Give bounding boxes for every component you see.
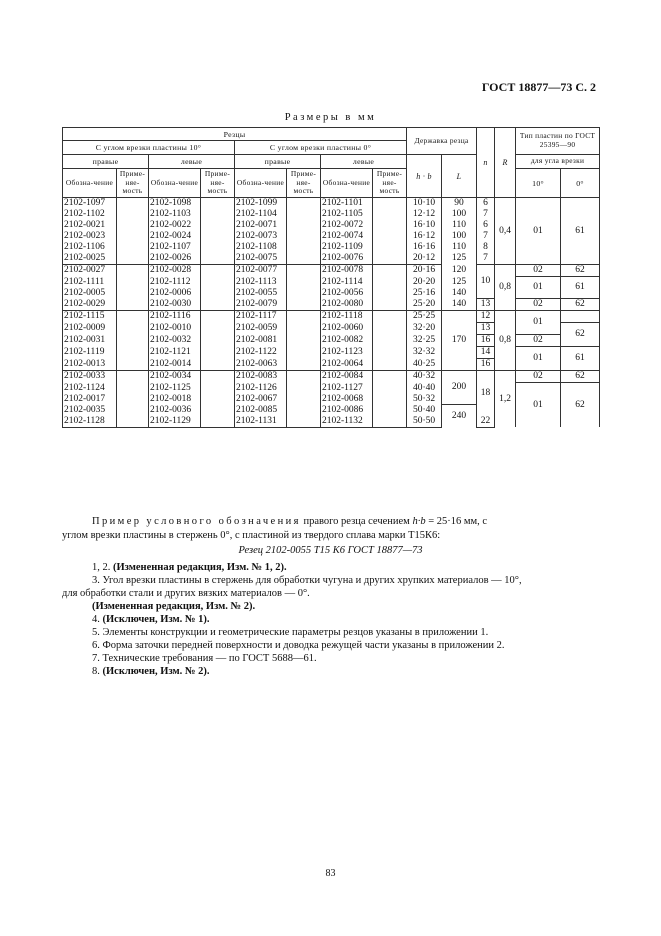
length-cell: 120 bbox=[442, 265, 477, 277]
section-hb-cell: 16·12 bbox=[407, 231, 442, 242]
header-r: R bbox=[495, 128, 516, 198]
usage-cell bbox=[117, 242, 149, 253]
designation-right-0-cell: 2102-0067 bbox=[235, 394, 287, 405]
designation-left-10-cell: 2102-1121 bbox=[149, 347, 201, 359]
plate-10-cell: 01 bbox=[516, 311, 561, 335]
designation-right-10-cell: 2102-1124 bbox=[63, 383, 117, 394]
usage-cell bbox=[373, 394, 407, 405]
usage-cell bbox=[373, 371, 407, 383]
page-number: 83 bbox=[325, 868, 336, 879]
length-cell: 170 bbox=[442, 311, 477, 371]
designation-right-0-cell: 2102-0073 bbox=[235, 231, 287, 242]
example-lead: Пример условного обозначения bbox=[92, 516, 301, 527]
header-usage: Приме-няе-мость bbox=[117, 169, 149, 198]
usage-cell bbox=[117, 277, 149, 288]
plate-10-cell: 02 bbox=[516, 371, 561, 383]
table-row bbox=[63, 371, 600, 383]
usage-cell bbox=[201, 323, 235, 335]
n-cell: 12 bbox=[477, 311, 495, 323]
designation-left-10-cell: 2102-0030 bbox=[149, 299, 201, 311]
header-usage: Приме-няе-мость bbox=[287, 169, 321, 198]
n-cell: 7 bbox=[477, 209, 495, 220]
usage-cell bbox=[117, 416, 149, 428]
usage-cell bbox=[373, 359, 407, 371]
usage-cell bbox=[287, 359, 321, 371]
usage-cell bbox=[201, 277, 235, 288]
designation-right-0-cell: 2102-1131 bbox=[235, 416, 287, 428]
example-line-2: углом врезки пластины в стержень 0°, с пластиной из твердого сплава марки Т15К6: bbox=[62, 530, 441, 541]
length-cell: 140 bbox=[442, 288, 477, 299]
length-cell: 140 bbox=[442, 299, 477, 311]
usage-cell bbox=[373, 220, 407, 231]
designation-left-10-cell: 2102-1129 bbox=[149, 416, 201, 428]
note-7: 7. Технические требования — по ГОСТ 5688—61. bbox=[92, 653, 317, 664]
usage-cell bbox=[287, 253, 321, 265]
usage-cell bbox=[287, 288, 321, 299]
note-4 bbox=[92, 613, 209, 626]
plate-10-cell: 02 bbox=[516, 335, 561, 347]
designation-right-0-cell: 2102-0081 bbox=[235, 335, 287, 347]
length-cell: 100 bbox=[442, 209, 477, 220]
designation-right-0-cell: 2102-1104 bbox=[235, 209, 287, 220]
example-lead-rest: правого резца сечением bbox=[303, 516, 410, 527]
designation-left-0-cell: 2102-0056 bbox=[321, 288, 373, 299]
plate-10-cell: 01 bbox=[516, 198, 561, 265]
length-cell: 125 bbox=[442, 253, 477, 265]
page-header: ГОСТ 18877—73 С. 2 bbox=[481, 80, 596, 94]
designation-right-10-cell: 2102-1102 bbox=[63, 209, 117, 220]
r-cell: 0,4 bbox=[495, 198, 516, 265]
section-hb-cell: 20·20 bbox=[407, 277, 442, 288]
usage-cell bbox=[117, 371, 149, 383]
n-cell: 6 bbox=[477, 198, 495, 210]
designation-right-0-cell: 2102-1117 bbox=[235, 311, 287, 323]
usage-cell bbox=[117, 299, 149, 311]
header-holder: Державка резца bbox=[407, 128, 477, 155]
designation-left-10-cell: 2102-0036 bbox=[149, 405, 201, 416]
plate-0-cell: 62 bbox=[561, 265, 600, 277]
usage-cell bbox=[287, 335, 321, 347]
designation-left-10-cell: 2102-1116 bbox=[149, 311, 201, 323]
usage-cell bbox=[117, 253, 149, 265]
designation-left-10-cell: 2102-0014 bbox=[149, 359, 201, 371]
n-cell: 18 bbox=[477, 371, 495, 416]
usage-cell bbox=[201, 198, 235, 210]
table-row bbox=[63, 335, 600, 347]
usage-cell bbox=[373, 231, 407, 242]
section-hb-cell: 40·25 bbox=[407, 359, 442, 371]
usage-cell bbox=[117, 405, 149, 416]
designation-left-10-cell: 2102-0010 bbox=[149, 323, 201, 335]
table-body bbox=[63, 198, 600, 428]
header-hb: h · b bbox=[407, 155, 442, 198]
plate-0-cell: 62 bbox=[561, 371, 600, 383]
note-3-edition bbox=[92, 600, 255, 613]
note-1-2-edition: (Измененная редакция, Изм. № 1, 2). bbox=[113, 562, 287, 573]
note-4-number: 4. bbox=[92, 614, 100, 625]
designation-right-10-cell: 2102-0023 bbox=[63, 231, 117, 242]
designation-left-0-cell: 2102-0060 bbox=[321, 323, 373, 335]
usage-cell bbox=[117, 220, 149, 231]
header-0-deg: 0° bbox=[561, 169, 600, 198]
n-cell: 10 bbox=[477, 265, 495, 299]
note-8-number: 8. bbox=[92, 666, 100, 677]
table-caption: Размеры в мм bbox=[284, 112, 377, 123]
usage-cell bbox=[117, 311, 149, 323]
section-hb-cell: 25·25 bbox=[407, 311, 442, 323]
designation-left-0-cell: 2102-1101 bbox=[321, 198, 373, 210]
usage-cell bbox=[287, 220, 321, 231]
designation-left-0-cell: 2102-0076 bbox=[321, 253, 373, 265]
usage-cell bbox=[287, 394, 321, 405]
note-6: 6. Форма заточки передней поверхности и доводка режущей части указаны в приложении 2. bbox=[92, 640, 505, 651]
section-hb-cell: 12·12 bbox=[407, 209, 442, 220]
usage-cell bbox=[287, 277, 321, 288]
designation-left-0-cell: 2102-1123 bbox=[321, 347, 373, 359]
designation-left-10-cell: 2102-0006 bbox=[149, 288, 201, 299]
usage-cell bbox=[287, 198, 321, 210]
designation-left-0-cell: 2102-0084 bbox=[321, 371, 373, 383]
designation-left-10-cell: 2102-1107 bbox=[149, 242, 201, 253]
designation-left-10-cell: 2102-0032 bbox=[149, 335, 201, 347]
example-hb: h·b bbox=[412, 516, 426, 527]
designation-left-0-cell: 2102-0072 bbox=[321, 220, 373, 231]
usage-cell bbox=[201, 209, 235, 220]
designation-left-10-cell: 2102-0026 bbox=[149, 253, 201, 265]
usage-cell bbox=[287, 299, 321, 311]
designation-left-0-cell: 2102-0082 bbox=[321, 335, 373, 347]
n-cell: 16 bbox=[477, 335, 495, 347]
length-cell: 90 bbox=[442, 198, 477, 210]
usage-cell bbox=[287, 265, 321, 277]
designation-left-0-cell: 2102-0080 bbox=[321, 299, 373, 311]
designation-right-10-cell: 2102-0035 bbox=[63, 405, 117, 416]
designation-right-0-cell: 2102-0055 bbox=[235, 288, 287, 299]
usage-cell bbox=[117, 383, 149, 394]
designation-right-0-cell: 2102-0077 bbox=[235, 265, 287, 277]
section-hb-cell: 25·16 bbox=[407, 288, 442, 299]
length-cell: 110 bbox=[442, 242, 477, 253]
note-1-2-number: 1, 2. bbox=[92, 562, 111, 573]
usage-cell bbox=[373, 288, 407, 299]
usage-cell bbox=[287, 416, 321, 428]
note-8-text: (Исключен, Изм. № 2). bbox=[102, 666, 210, 677]
designation-left-10-cell: 2102-0024 bbox=[149, 231, 201, 242]
length-cell: 200 bbox=[442, 371, 477, 405]
plate-10-cell: 02 bbox=[516, 265, 561, 277]
header-cutters: Резцы bbox=[63, 128, 407, 141]
n-cell: 8 bbox=[477, 242, 495, 253]
usage-cell bbox=[373, 277, 407, 288]
table-row bbox=[63, 198, 600, 210]
header-angle-0: С углом врезки пластины 0° bbox=[235, 141, 407, 155]
usage-cell bbox=[117, 265, 149, 277]
designation-right-10-cell: 2102-0029 bbox=[63, 299, 117, 311]
designation-left-0-cell: 2102-1127 bbox=[321, 383, 373, 394]
usage-cell bbox=[117, 231, 149, 242]
usage-cell bbox=[373, 383, 407, 394]
section-hb-cell: 32·20 bbox=[407, 323, 442, 335]
designation-right-10-cell: 2102-1106 bbox=[63, 242, 117, 253]
usage-cell bbox=[201, 299, 235, 311]
usage-cell bbox=[287, 209, 321, 220]
usage-cell bbox=[201, 242, 235, 253]
designation-right-0-cell: 2102-0059 bbox=[235, 323, 287, 335]
designation-left-10-cell: 2102-1098 bbox=[149, 198, 201, 210]
n-cell: 14 bbox=[477, 347, 495, 359]
note-1-2 bbox=[92, 561, 287, 574]
header-designation: Обозна-чение bbox=[63, 169, 117, 198]
usage-cell bbox=[373, 253, 407, 265]
usage-cell bbox=[201, 371, 235, 383]
table-row bbox=[63, 383, 600, 394]
section-hb-cell: 50·40 bbox=[407, 405, 442, 416]
designation-right-0-cell: 2102-1113 bbox=[235, 277, 287, 288]
note-3-line-1: 3. Угол врезки пластины в стержень для обработки чугуна и других хрупких материалов — 10°, bbox=[92, 575, 522, 586]
usage-cell bbox=[373, 198, 407, 210]
n-cell: 7 bbox=[477, 231, 495, 242]
designation-left-0-cell: 2102-1118 bbox=[321, 311, 373, 323]
designation-right-0-cell: 2102-0083 bbox=[235, 371, 287, 383]
header-designation: Обозна-чение bbox=[321, 169, 373, 198]
header-left-0: левые bbox=[321, 155, 407, 169]
plate-0-cell: 62 bbox=[561, 383, 600, 428]
header-plate-type: Тип пластин по ГОСТ 25395—90 bbox=[516, 128, 600, 155]
usage-cell bbox=[287, 231, 321, 242]
header-designation: Обозна-чение bbox=[235, 169, 287, 198]
table-row bbox=[63, 277, 600, 288]
usage-cell bbox=[287, 311, 321, 323]
usage-cell bbox=[287, 323, 321, 335]
usage-cell bbox=[201, 288, 235, 299]
plate-0-cell: 61 bbox=[561, 198, 600, 265]
plate-10-cell: 01 bbox=[516, 383, 561, 428]
usage-cell bbox=[373, 347, 407, 359]
r-cell: 0,8 bbox=[495, 265, 516, 311]
section-hb-cell: 20·12 bbox=[407, 253, 442, 265]
designation-left-10-cell: 2102-0028 bbox=[149, 265, 201, 277]
usage-cell bbox=[201, 311, 235, 323]
header-right-0: правые bbox=[235, 155, 321, 169]
designation-right-10-cell: 2102-0033 bbox=[63, 371, 117, 383]
section-hb-cell: 50·32 bbox=[407, 394, 442, 405]
usage-cell bbox=[373, 299, 407, 311]
designation-right-10-cell: 2102-0031 bbox=[63, 335, 117, 347]
usage-cell bbox=[201, 335, 235, 347]
plate-10-cell: 01 bbox=[516, 347, 561, 371]
usage-cell bbox=[373, 311, 407, 323]
section-hb-cell: 50·50 bbox=[407, 416, 442, 428]
usage-cell bbox=[287, 371, 321, 383]
usage-cell bbox=[373, 323, 407, 335]
usage-cell bbox=[117, 209, 149, 220]
r-cell: 0,8 bbox=[495, 311, 516, 371]
usage-cell bbox=[117, 335, 149, 347]
length-cell: 100 bbox=[442, 231, 477, 242]
designation-left-10-cell: 2102-1103 bbox=[149, 209, 201, 220]
designation-left-0-cell: 2102-0086 bbox=[321, 405, 373, 416]
designation-right-0-cell: 2102-1126 bbox=[235, 383, 287, 394]
usage-cell bbox=[373, 209, 407, 220]
section-hb-cell: 40·32 bbox=[407, 371, 442, 383]
note-4-text: (Исключен, Изм. № 1). bbox=[102, 614, 210, 625]
n-cell: 7 bbox=[477, 253, 495, 265]
designation-left-10-cell: 2102-0022 bbox=[149, 220, 201, 231]
length-cell: 110 bbox=[442, 220, 477, 231]
usage-cell bbox=[287, 347, 321, 359]
usage-cell bbox=[117, 347, 149, 359]
example-line-1 bbox=[92, 515, 487, 528]
usage-cell bbox=[373, 335, 407, 347]
designation-right-0-cell: 2102-0063 bbox=[235, 359, 287, 371]
usage-cell bbox=[117, 323, 149, 335]
usage-cell bbox=[201, 231, 235, 242]
designation-left-0-cell: 2102-1132 bbox=[321, 416, 373, 428]
plate-0-cell: 62 bbox=[561, 299, 600, 311]
designation-right-0-cell: 2102-1122 bbox=[235, 347, 287, 359]
usage-cell bbox=[373, 416, 407, 428]
designation-right-10-cell: 2102-0027 bbox=[63, 265, 117, 277]
designation-right-10-cell: 2102-0009 bbox=[63, 323, 117, 335]
n-cell: 22 bbox=[477, 416, 495, 428]
usage-cell bbox=[117, 288, 149, 299]
section-hb-cell: 16·10 bbox=[407, 220, 442, 231]
n-cell: 16 bbox=[477, 359, 495, 371]
section-hb-cell: 20·16 bbox=[407, 265, 442, 277]
designation-right-10-cell: 2102-0021 bbox=[63, 220, 117, 231]
n-cell: 13 bbox=[477, 323, 495, 335]
table-row bbox=[63, 299, 600, 311]
designation-right-0-cell: 2102-0079 bbox=[235, 299, 287, 311]
plate-0-cell: 62 bbox=[561, 323, 600, 347]
usage-cell bbox=[201, 265, 235, 277]
header-designation: Обозна-чение bbox=[149, 169, 201, 198]
designation-right-10-cell: 2102-1128 bbox=[63, 416, 117, 428]
usage-cell bbox=[201, 394, 235, 405]
usage-cell bbox=[201, 416, 235, 428]
usage-cell bbox=[117, 359, 149, 371]
section-hb-cell: 40·40 bbox=[407, 383, 442, 394]
table-row bbox=[63, 347, 600, 359]
table-row bbox=[63, 265, 600, 277]
plate-0-cell: 61 bbox=[561, 277, 600, 299]
usage-cell bbox=[201, 405, 235, 416]
designation-right-0-cell: 2102-0075 bbox=[235, 253, 287, 265]
length-cell: 240 bbox=[442, 405, 477, 428]
usage-cell bbox=[201, 359, 235, 371]
designation-right-10-cell: 2102-1111 bbox=[63, 277, 117, 288]
designation-right-0-cell: 2102-1099 bbox=[235, 198, 287, 210]
section-hb-cell: 25·20 bbox=[407, 299, 442, 311]
n-cell: 6 bbox=[477, 220, 495, 231]
header-left-10: левые bbox=[149, 155, 235, 169]
designation-right-10-cell: 2102-0025 bbox=[63, 253, 117, 265]
usage-cell bbox=[287, 405, 321, 416]
designation-right-10-cell: 2102-1097 bbox=[63, 198, 117, 210]
r-cell: 1,2 bbox=[495, 371, 516, 428]
header-usage: Приме-няе-мость bbox=[373, 169, 407, 198]
usage-cell bbox=[117, 198, 149, 210]
note-5: 5. Элементы конструкции и геометрические параметры резцов указаны в приложении 1. bbox=[92, 627, 489, 638]
section-hb-cell: 16·16 bbox=[407, 242, 442, 253]
usage-cell bbox=[373, 405, 407, 416]
usage-cell bbox=[201, 253, 235, 265]
section-hb-cell: 32·32 bbox=[407, 347, 442, 359]
designation-right-10-cell: 2102-0013 bbox=[63, 359, 117, 371]
note-8 bbox=[92, 665, 209, 678]
designation-right-10-cell: 2102-0005 bbox=[63, 288, 117, 299]
designation-left-10-cell: 2102-0034 bbox=[149, 371, 201, 383]
plate-10-cell: 02 bbox=[516, 299, 561, 311]
note-3-line-2: для обработки стали и других вязких материалов — 0°. bbox=[62, 588, 310, 599]
plate-0-cell: 61 bbox=[561, 347, 600, 371]
designation-right-10-cell: 2102-1119 bbox=[63, 347, 117, 359]
plate-0-cell bbox=[561, 311, 600, 323]
designation-right-0-cell: 2102-1108 bbox=[235, 242, 287, 253]
designation-left-10-cell: 2102-1125 bbox=[149, 383, 201, 394]
header-usage: Приме-няе-мость bbox=[201, 169, 235, 198]
example-designation: Резец 2102-0055 Т15 К6 ГОСТ 18877—73 bbox=[238, 545, 423, 556]
length-cell: 125 bbox=[442, 277, 477, 288]
n-cell: 13 bbox=[477, 299, 495, 311]
designation-left-0-cell: 2102-0074 bbox=[321, 231, 373, 242]
section-hb-cell: 10·10 bbox=[407, 198, 442, 210]
designation-right-0-cell: 2102-0085 bbox=[235, 405, 287, 416]
usage-cell bbox=[373, 242, 407, 253]
note-3-edition-text: (Измененная редакция, Изм. № 2). bbox=[92, 601, 256, 612]
designation-right-0-cell: 2102-0071 bbox=[235, 220, 287, 231]
usage-cell bbox=[201, 220, 235, 231]
usage-cell bbox=[373, 265, 407, 277]
designation-left-10-cell: 2102-0018 bbox=[149, 394, 201, 405]
header-n: n bbox=[477, 128, 495, 198]
header-for-angle: для угла врезки bbox=[516, 155, 600, 169]
example-line-1-end: = 25·16 мм, с bbox=[428, 516, 488, 527]
usage-cell bbox=[201, 347, 235, 359]
header-l: L bbox=[442, 155, 477, 198]
cutter-dimensions-table bbox=[62, 127, 600, 428]
header-10-deg: 10° bbox=[516, 169, 561, 198]
designation-right-10-cell: 2102-1115 bbox=[63, 311, 117, 323]
usage-cell bbox=[287, 383, 321, 394]
designation-left-0-cell: 2102-0068 bbox=[321, 394, 373, 405]
designation-left-0-cell: 2102-1105 bbox=[321, 209, 373, 220]
usage-cell bbox=[201, 383, 235, 394]
designation-left-0-cell: 2102-0064 bbox=[321, 359, 373, 371]
designation-left-0-cell: 2102-1114 bbox=[321, 277, 373, 288]
designation-left-0-cell: 2102-0078 bbox=[321, 265, 373, 277]
plate-10-cell: 01 bbox=[516, 277, 561, 299]
usage-cell bbox=[117, 394, 149, 405]
designation-right-10-cell: 2102-0017 bbox=[63, 394, 117, 405]
table-row bbox=[63, 311, 600, 323]
designation-left-10-cell: 2102-1112 bbox=[149, 277, 201, 288]
usage-cell bbox=[287, 242, 321, 253]
header-angle-10: С углом врезки пластины 10° bbox=[63, 141, 235, 155]
section-hb-cell: 32·25 bbox=[407, 335, 442, 347]
header-right-10: правые bbox=[63, 155, 149, 169]
designation-left-0-cell: 2102-1109 bbox=[321, 242, 373, 253]
